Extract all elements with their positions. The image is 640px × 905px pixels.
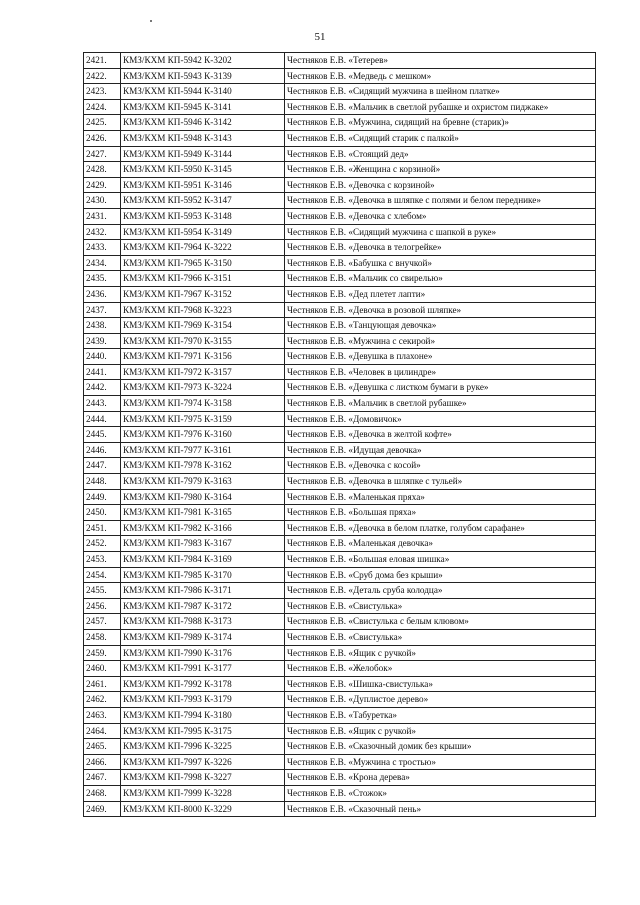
artwork-description-cell: Честняков Е.В. «Табуретка» xyxy=(285,707,596,723)
row-number-cell: 2432. xyxy=(84,224,121,240)
inventory-number-cell: КМЗ/КХМ КП-7999 К-3228 xyxy=(121,785,285,801)
table-row xyxy=(84,255,596,271)
row-number-cell: 2440. xyxy=(84,349,121,365)
table-row xyxy=(84,723,596,739)
table-row xyxy=(84,99,596,115)
row-number-cell: 2435. xyxy=(84,271,121,287)
inventory-number-cell: КМЗ/КХМ КП-7975 К-3159 xyxy=(121,411,285,427)
row-number-cell: 2442. xyxy=(84,380,121,396)
inventory-number-cell: КМЗ/КХМ КП-7980 К-3164 xyxy=(121,489,285,505)
row-number-cell: 2421. xyxy=(84,53,121,69)
table-row xyxy=(84,349,596,365)
inventory-number-cell: КМЗ/КХМ КП-7965 К-3150 xyxy=(121,255,285,271)
table-row xyxy=(84,505,596,521)
inventory-number-cell: КМЗ/КХМ КП-5943 К-3139 xyxy=(121,68,285,84)
table-row xyxy=(84,240,596,256)
inventory-number-cell: КМЗ/КХМ КП-5942 К-3202 xyxy=(121,53,285,69)
table-row xyxy=(84,770,596,786)
inventory-number-cell: КМЗ/КХМ КП-7985 К-3170 xyxy=(121,567,285,583)
row-number-cell: 2427. xyxy=(84,146,121,162)
artwork-description-cell: Честняков Е.В. «Большая пряха» xyxy=(285,505,596,521)
inventory-number-cell: КМЗ/КХМ КП-7997 К-3226 xyxy=(121,754,285,770)
inventory-number-cell: КМЗ/КХМ КП-7968 К-3223 xyxy=(121,302,285,318)
artwork-description-cell: Честняков Е.В. «Маленькая девочка» xyxy=(285,536,596,552)
table-row xyxy=(84,552,596,568)
row-number-cell: 2438. xyxy=(84,318,121,334)
inventory-number-cell: КМЗ/КХМ КП-7978 К-3162 xyxy=(121,458,285,474)
row-number-cell: 2448. xyxy=(84,474,121,490)
artwork-description-cell: Честняков Е.В. «Девочка с косой» xyxy=(285,458,596,474)
inventory-number-cell: КМЗ/КХМ КП-5952 К-3147 xyxy=(121,193,285,209)
inventory-number-cell: КМЗ/КХМ КП-5954 К-3149 xyxy=(121,224,285,240)
row-number-cell: 2454. xyxy=(84,567,121,583)
inventory-number-cell: КМЗ/КХМ КП-7987 К-3172 xyxy=(121,598,285,614)
artwork-description-cell: Честняков Е.В. «Бабушка с внучкой» xyxy=(285,255,596,271)
artwork-description-cell: Честняков Е.В. «Девочка в розовой шляпке» xyxy=(285,302,596,318)
row-number-cell: 2441. xyxy=(84,364,121,380)
table-row xyxy=(84,489,596,505)
row-number-cell: 2461. xyxy=(84,676,121,692)
artwork-description-cell: Честняков Е.В. «Девочка в белом платке, голубом сарафане» xyxy=(285,520,596,536)
table-row xyxy=(84,520,596,536)
inventory-number-cell: КМЗ/КХМ КП-7973 К-3224 xyxy=(121,380,285,396)
table-row xyxy=(84,333,596,349)
inventory-number-cell: КМЗ/КХМ КП-7981 К-3165 xyxy=(121,505,285,521)
table-row xyxy=(84,286,596,302)
table-row xyxy=(84,785,596,801)
table-row xyxy=(84,318,596,334)
table-row xyxy=(84,692,596,708)
table-row xyxy=(84,442,596,458)
inventory-number-cell: КМЗ/КХМ КП-7995 К-3175 xyxy=(121,723,285,739)
artwork-description-cell: Честняков Е.В. «Сидящий мужчина в шейном платке» xyxy=(285,84,596,100)
table-row xyxy=(84,536,596,552)
inventory-number-cell: КМЗ/КХМ КП-5950 К-3145 xyxy=(121,162,285,178)
artwork-description-cell: Честняков Е.В. «Девочка в шляпке с тульей» xyxy=(285,474,596,490)
table-row xyxy=(84,396,596,412)
artwork-description-cell: Честняков Е.В. «Девочка в шляпке с полями и белом переднике» xyxy=(285,193,596,209)
row-number-cell: 2460. xyxy=(84,661,121,677)
artwork-description-cell: Честняков Е.В. «Девушка в плахоне» xyxy=(285,349,596,365)
row-number-cell: 2426. xyxy=(84,130,121,146)
table-row xyxy=(84,661,596,677)
table-row xyxy=(84,427,596,443)
artwork-description-cell: Честняков Е.В. «Мальчик в светлой рубашке» xyxy=(285,396,596,412)
row-number-cell: 2434. xyxy=(84,255,121,271)
table-row xyxy=(84,629,596,645)
artwork-description-cell: Честняков Е.В. «Медведь с мешком» xyxy=(285,68,596,84)
inventory-number-cell: КМЗ/КХМ КП-5951 К-3146 xyxy=(121,177,285,193)
row-number-cell: 2431. xyxy=(84,208,121,224)
artwork-description-cell: Честняков Е.В. «Тетерев» xyxy=(285,53,596,69)
inventory-number-cell: КМЗ/КХМ КП-7971 К-3156 xyxy=(121,349,285,365)
artwork-description-cell: Честняков Е.В. «Ящик с ручкой» xyxy=(285,723,596,739)
row-number-cell: 2465. xyxy=(84,739,121,755)
row-number-cell: 2428. xyxy=(84,162,121,178)
artwork-description-cell: Честняков Е.В. «Ящик с ручкой» xyxy=(285,645,596,661)
page-number: 51 xyxy=(314,31,326,43)
table-row xyxy=(84,193,596,209)
row-number-cell: 2447. xyxy=(84,458,121,474)
artwork-description-cell: Честняков Е.В. «Большая еловая шишка» xyxy=(285,552,596,568)
inventory-number-cell: КМЗ/КХМ КП-7979 К-3163 xyxy=(121,474,285,490)
artwork-description-cell: Честняков Е.В. «Шишка-свистулька» xyxy=(285,676,596,692)
row-number-cell: 2444. xyxy=(84,411,121,427)
artwork-description-cell: Честняков Е.В. «Маленькая пряха» xyxy=(285,489,596,505)
artwork-description-cell: Честняков Е.В. «Свистулька» xyxy=(285,629,596,645)
row-number-cell: 2449. xyxy=(84,489,121,505)
table-row xyxy=(84,598,596,614)
row-number-cell: 2455. xyxy=(84,583,121,599)
row-number-cell: 2424. xyxy=(84,99,121,115)
table-row xyxy=(84,68,596,84)
row-number-cell: 2453. xyxy=(84,552,121,568)
artwork-description-cell: Честняков Е.В. «Желобок» xyxy=(285,661,596,677)
row-number-cell: 2429. xyxy=(84,177,121,193)
row-number-cell: 2450. xyxy=(84,505,121,521)
table-row xyxy=(84,801,596,817)
inventory-number-cell: КМЗ/КХМ КП-7974 К-3158 xyxy=(121,396,285,412)
table-row xyxy=(84,380,596,396)
table-row xyxy=(84,567,596,583)
artwork-description-cell: Честняков Е.В. «Мальчик в светлой рубашке и охристом пиджаке» xyxy=(285,99,596,115)
artwork-description-cell: Честняков Е.В. «Девочка с хлебом» xyxy=(285,208,596,224)
artwork-description-cell: Честняков Е.В. «Домовичок» xyxy=(285,411,596,427)
artwork-description-cell: Честняков Е.В. «Девочка с корзиной» xyxy=(285,177,596,193)
row-number-cell: 2469. xyxy=(84,801,121,817)
row-number-cell: 2457. xyxy=(84,614,121,630)
row-number-cell: 2468. xyxy=(84,785,121,801)
table-row xyxy=(84,130,596,146)
artwork-description-cell: Честняков Е.В. «Человек в цилиндре» xyxy=(285,364,596,380)
inventory-number-cell: КМЗ/КХМ КП-7996 К-3225 xyxy=(121,739,285,755)
inventory-number-cell: КМЗ/КХМ КП-7982 К-3166 xyxy=(121,520,285,536)
inventory-number-cell: КМЗ/КХМ КП-7993 К-3179 xyxy=(121,692,285,708)
inventory-number-cell: КМЗ/КХМ КП-7972 К-3157 xyxy=(121,364,285,380)
row-number-cell: 2452. xyxy=(84,536,121,552)
artwork-description-cell: Честняков Е.В. «Крона дерева» xyxy=(285,770,596,786)
row-number-cell: 2430. xyxy=(84,193,121,209)
inventory-number-cell: КМЗ/КХМ КП-5946 К-3142 xyxy=(121,115,285,131)
table-row xyxy=(84,53,596,69)
table-row xyxy=(84,146,596,162)
artwork-description-cell: Честняков Е.В. «Дуплистое дерево» xyxy=(285,692,596,708)
table-row xyxy=(84,84,596,100)
artwork-description-cell: Честняков Е.В. «Сидящий старик с палкой» xyxy=(285,130,596,146)
table-row xyxy=(84,411,596,427)
artwork-description-cell: Честняков Е.В. «Девушка с листком бумаги в руке» xyxy=(285,380,596,396)
table-row xyxy=(84,302,596,318)
artwork-description-cell: Честняков Е.В. «Девочка в желтой кофте» xyxy=(285,427,596,443)
row-number-cell: 2439. xyxy=(84,333,121,349)
table-row xyxy=(84,224,596,240)
row-number-cell: 2467. xyxy=(84,770,121,786)
artwork-description-cell: Честняков Е.В. «Женщина с корзиной» xyxy=(285,162,596,178)
row-number-cell: 2437. xyxy=(84,302,121,318)
inventory-number-cell: КМЗ/КХМ КП-7998 К-3227 xyxy=(121,770,285,786)
row-number-cell: 2425. xyxy=(84,115,121,131)
table-row xyxy=(84,162,596,178)
table-row xyxy=(84,208,596,224)
artwork-description-cell: Честняков Е.В. «Деталь сруба колодца» xyxy=(285,583,596,599)
inventory-number-cell: КМЗ/КХМ КП-7991 К-3177 xyxy=(121,661,285,677)
inventory-number-cell: КМЗ/КХМ КП-7977 К-3161 xyxy=(121,442,285,458)
artwork-description-cell: Честняков Е.В. «Стожок» xyxy=(285,785,596,801)
inventory-number-cell: КМЗ/КХМ КП-5948 К-3143 xyxy=(121,130,285,146)
row-number-cell: 2462. xyxy=(84,692,121,708)
inventory-number-cell: КМЗ/КХМ КП-7969 К-3154 xyxy=(121,318,285,334)
inventory-number-cell: КМЗ/КХМ КП-7964 К-3222 xyxy=(121,240,285,256)
artwork-description-cell: Честняков Е.В. «Танцующая девочка» xyxy=(285,318,596,334)
table-row xyxy=(84,739,596,755)
inventory-number-cell: КМЗ/КХМ КП-5945 К-3141 xyxy=(121,99,285,115)
inventory-number-cell: КМЗ/КХМ КП-7983 К-3167 xyxy=(121,536,285,552)
row-number-cell: 2423. xyxy=(84,84,121,100)
artwork-description-cell: Честняков Е.В. «Мужчина, сидящий на бревне (старик)» xyxy=(285,115,596,131)
row-number-cell: 2422. xyxy=(84,68,121,84)
row-number-cell: 2433. xyxy=(84,240,121,256)
artwork-description-cell: Честняков Е.В. «Сидящий мужчина с шапкой в руке» xyxy=(285,224,596,240)
artwork-description-cell: Честняков Е.В. «Стоящий дед» xyxy=(285,146,596,162)
inventory-number-cell: КМЗ/КХМ КП-7976 К-3160 xyxy=(121,427,285,443)
row-number-cell: 2464. xyxy=(84,723,121,739)
inventory-number-cell: КМЗ/КХМ КП-7966 К-3151 xyxy=(121,271,285,287)
row-number-cell: 2466. xyxy=(84,754,121,770)
row-number-cell: 2458. xyxy=(84,629,121,645)
inventory-number-cell: КМЗ/КХМ КП-5953 К-3148 xyxy=(121,208,285,224)
artwork-description-cell: Честняков Е.В. «Сруб дома без крыши» xyxy=(285,567,596,583)
row-number-cell: 2463. xyxy=(84,707,121,723)
scan-speck xyxy=(150,20,152,22)
inventory-number-cell: КМЗ/КХМ КП-7984 К-3169 xyxy=(121,552,285,568)
inventory-number-cell: КМЗ/КХМ КП-7967 К-3152 xyxy=(121,286,285,302)
table-row xyxy=(84,707,596,723)
artwork-description-cell: Честняков Е.В. «Мужчина с тростью» xyxy=(285,754,596,770)
row-number-cell: 2459. xyxy=(84,645,121,661)
table-row xyxy=(84,645,596,661)
registry-table xyxy=(83,52,596,817)
row-number-cell: 2436. xyxy=(84,286,121,302)
table-row xyxy=(84,177,596,193)
inventory-number-cell: КМЗ/КХМ КП-7990 К-3176 xyxy=(121,645,285,661)
table-row xyxy=(84,754,596,770)
inventory-number-cell: КМЗ/КХМ КП-5944 К-3140 xyxy=(121,84,285,100)
table-row xyxy=(84,614,596,630)
artwork-description-cell: Честняков Е.В. «Свистулька с белым клювом» xyxy=(285,614,596,630)
table-row xyxy=(84,676,596,692)
row-number-cell: 2446. xyxy=(84,442,121,458)
table-row xyxy=(84,458,596,474)
inventory-number-cell: КМЗ/КХМ КП-7970 К-3155 xyxy=(121,333,285,349)
artwork-description-cell: Честняков Е.В. «Свистулька» xyxy=(285,598,596,614)
artwork-description-cell: Честняков Е.В. «Мальчик со свирелью» xyxy=(285,271,596,287)
row-number-cell: 2443. xyxy=(84,396,121,412)
inventory-number-cell: КМЗ/КХМ КП-7992 К-3178 xyxy=(121,676,285,692)
artwork-description-cell: Честняков Е.В. «Девочка в телогрейке» xyxy=(285,240,596,256)
inventory-number-cell: КМЗ/КХМ КП-8000 К-3229 xyxy=(121,801,285,817)
artwork-description-cell: Честняков Е.В. «Сказочный домик без крыши» xyxy=(285,739,596,755)
inventory-number-cell: КМЗ/КХМ КП-7986 К-3171 xyxy=(121,583,285,599)
table-row xyxy=(84,271,596,287)
inventory-number-cell: КМЗ/КХМ КП-7988 К-3173 xyxy=(121,614,285,630)
artwork-description-cell: Честняков Е.В. «Дед плетет лапти» xyxy=(285,286,596,302)
inventory-number-cell: КМЗ/КХМ КП-7994 К-3180 xyxy=(121,707,285,723)
row-number-cell: 2451. xyxy=(84,520,121,536)
row-number-cell: 2456. xyxy=(84,598,121,614)
table-row xyxy=(84,474,596,490)
inventory-number-cell: КМЗ/КХМ КП-5949 К-3144 xyxy=(121,146,285,162)
row-number-cell: 2445. xyxy=(84,427,121,443)
table-row xyxy=(84,115,596,131)
table-row xyxy=(84,583,596,599)
inventory-number-cell: КМЗ/КХМ КП-7989 К-3174 xyxy=(121,629,285,645)
table-row xyxy=(84,364,596,380)
artwork-description-cell: Честняков Е.В. «Сказочный пень» xyxy=(285,801,596,817)
artwork-description-cell: Честняков Е.В. «Мужчина с секирой» xyxy=(285,333,596,349)
artwork-description-cell: Честняков Е.В. «Идущая девочка» xyxy=(285,442,596,458)
registry-body xyxy=(84,53,596,817)
